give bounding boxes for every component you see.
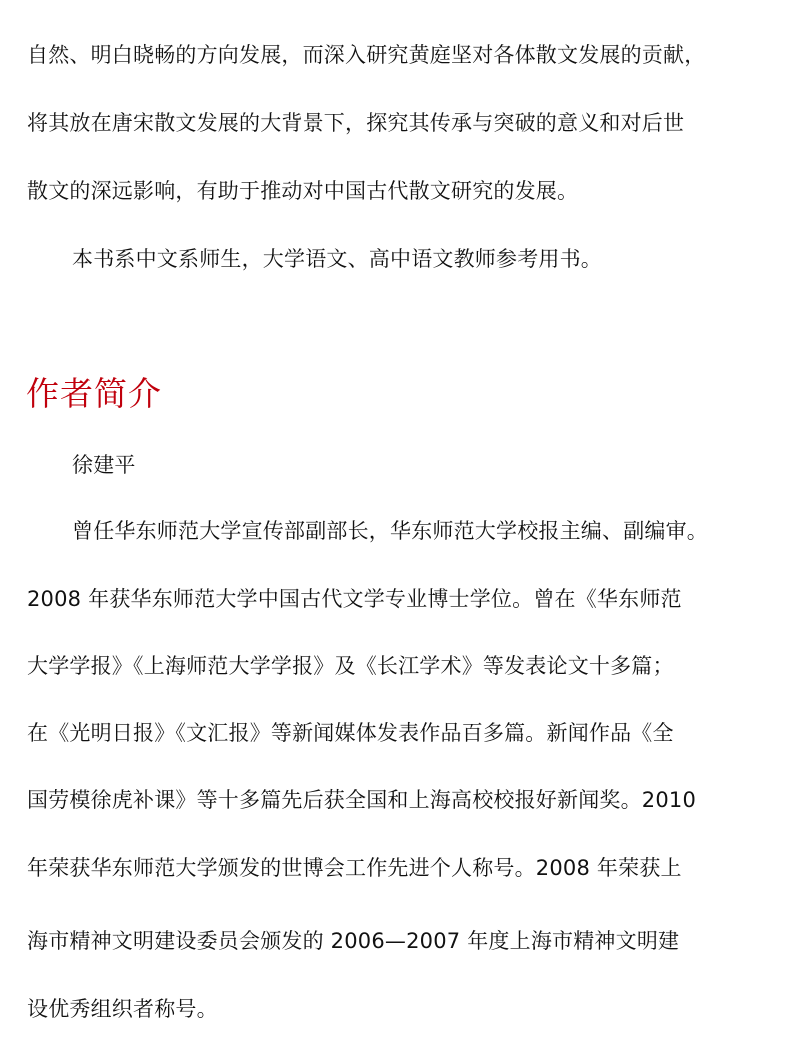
bio-line-8: 设优秀组织者称号。: [27, 997, 218, 1021]
bio-line-3: 大学学报》《上海师范大学学报》及《长江学术》等发表论文十多篇；: [27, 654, 674, 678]
bio-line-7: 海市精神文明建设委员会颁发的 2006—2007 年度上海市精神文明建: [27, 929, 680, 953]
audience-note: 本书系中文系师生，大学语文、高中语文教师参考用书。: [72, 247, 602, 271]
bio-line-5: 国劳模徐虎补课》等十多篇先后获全国和上海高校校报好新闻奖。2010: [27, 788, 697, 812]
intro-line-2: 将其放在唐宋散文发展的大背景下，探究其传承与突破的意义和对后世: [27, 111, 685, 135]
bio-line-6: 年荣获华东师范大学颁发的世博会工作先进个人称号。2008 年荣获上: [27, 856, 682, 880]
intro-line-1: 自然、明白晓畅的方向发展，而深入研究黄庭坚对各体散文发展的贡献，: [27, 43, 706, 67]
author-name: 徐建平: [72, 453, 136, 477]
bio-line-1: 曾任华东师范大学宣传部副部长，华东师范大学校报主编、副编审。: [72, 519, 708, 543]
intro-line-3: 散文的深远影响，有助于推动对中国古代散文研究的发展。: [27, 179, 579, 203]
bio-line-4: 在《光明日报》《文汇报》等新闻媒体发表作品百多篇。新闻作品《全: [27, 721, 674, 745]
bio-line-2: 2008 年获华东师范大学中国古代文学专业博士学位。曾在《华东师范: [27, 587, 682, 611]
author-section-heading: 作者简介: [26, 374, 162, 413]
